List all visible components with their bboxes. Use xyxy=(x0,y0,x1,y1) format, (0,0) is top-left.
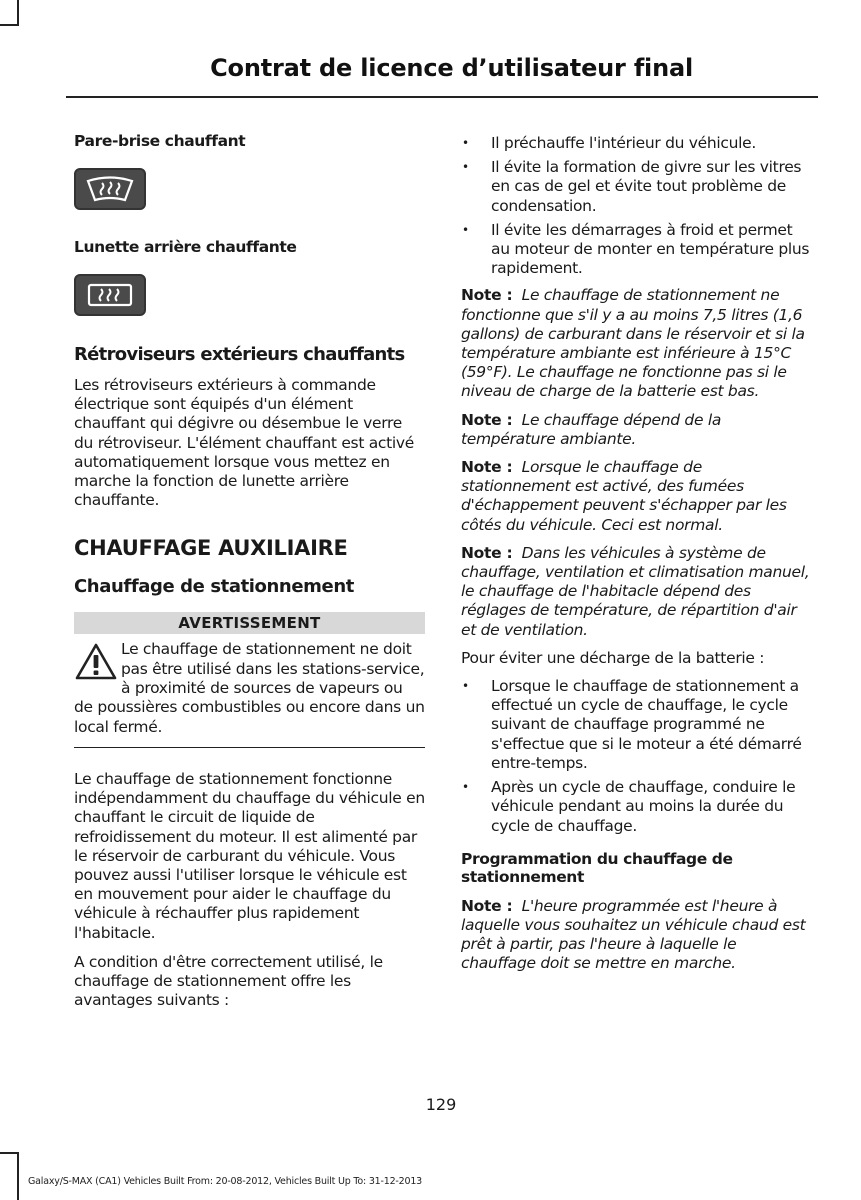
heated-rear-window-icon xyxy=(74,274,146,316)
warning-text: Le chauffage de stationnement ne doit pas être utilisé dans les stations-service, à proximité de sources de vapeurs ou de poussières combustibles ou encore dans un local fermé. xyxy=(74,640,425,736)
crop-mark xyxy=(17,1152,19,1200)
parking-heater-benefits-intro: A condition d'être correctement utilisé, le chauffage de stationnement offre les avantages suivants : xyxy=(74,952,383,1010)
battery-intro: Pour éviter une décharge de la batterie : xyxy=(461,648,765,667)
page-title: Contrat de licence d’utilisateur final xyxy=(210,54,693,82)
crop-mark xyxy=(0,1152,19,1154)
note xyxy=(461,411,815,449)
left-column xyxy=(74,130,425,1010)
note xyxy=(461,897,815,974)
note-text: L'heure programmée est l'heure à laquelle vous souhaitez un véhicule chaud est prêt à partir, pas l'heure à laquelle le chauffage doit se mettre en marche. xyxy=(461,896,806,973)
crop-mark xyxy=(0,24,19,26)
note-label: Note : xyxy=(461,286,513,305)
note-text: Dans les véhicules à système de chauffage, ventilation et climatisation manuel, le chauffage de l'habitacle dépend des réglages de température, de répartition d'air et de ventilation. xyxy=(461,543,810,639)
note-label: Note : xyxy=(461,458,513,477)
note-text: Lorsque le chauffage de stationnement est activé, des fumées d'échappement peuvent s'échapper par les côtés du véhicule. Ceci est normal. xyxy=(461,458,787,534)
warning-block xyxy=(74,640,425,736)
footer-text: Galaxy/S-MAX (CA1) Vehicles Built From: 20-08-2012, Vehicles Built Up To: 31-12-2013 xyxy=(28,1176,423,1187)
warning-header: AVERTISSEMENT xyxy=(74,612,425,634)
list-item: • Lorsque le chauffage de stationnement a effectué un cycle de chauffage, le cycle suivant de chauffage programmé ne s'effectue que si le moteur a été démarré entre-temps. xyxy=(461,677,815,773)
heated-windscreen-icon xyxy=(74,168,146,210)
list-item: • Après un cycle de chauffage, conduire le véhicule pendant au moins la durée du cycle de chauffage. xyxy=(461,778,815,836)
note-label: Note : xyxy=(461,896,513,915)
list-item: • Il évite la formation de givre sur les vitres en cas de gel et évite tout problème de condensation. xyxy=(461,158,815,216)
note xyxy=(461,286,815,401)
aux-heating-title: CHAUFFAGE AUXILIAIRE xyxy=(74,536,348,561)
heated-windscreen-title: Pare-brise chauffant xyxy=(74,132,246,150)
warning-divider xyxy=(74,747,425,748)
right-column xyxy=(461,130,815,974)
benefits-list xyxy=(461,134,815,278)
battery-list xyxy=(461,677,815,836)
parking-heater-description: Le chauffage de stationnement fonctionne indépendamment du chauffage du véhicule en chauffant le circuit de liquide de refroidissement du moteur. Il est alimenté par le réservoir de carburant du véhicule. Vous pouvez aussi l'utiliser lorsque le véhicule est en mouvement pour aider le chauffage du véhicule à réchauffer plus rapidement l'habitacle. xyxy=(74,769,425,942)
list-item: • Il évite les démarrages à froid et permet au moteur de monter en température plus rapidement. xyxy=(461,221,815,279)
heated-rear-window-title: Lunette arrière chauffante xyxy=(74,238,297,256)
mirrors-title: Rétroviseurs extérieurs chauffants xyxy=(74,344,405,365)
crop-mark xyxy=(17,0,19,26)
note-text: Le chauffage de stationnement ne fonctionne que s'il y a au moins 7,5 litres (1,6 gallons) de carburant dans le réservoir et si la température ambiante est inférieure à 15°C (59°F). Le chauffage ne fonctionne pas si le niveau de charge de la batterie est bas. xyxy=(461,286,805,401)
page-number: 129 xyxy=(425,1095,457,1114)
note xyxy=(461,458,815,535)
header-rule xyxy=(66,96,818,98)
note xyxy=(461,544,815,640)
note-label: Note : xyxy=(461,410,513,429)
note-text: Le chauffage dépend de la température ambiante. xyxy=(461,410,722,448)
list-item: • Il préchauffe l'intérieur du véhicule. xyxy=(461,134,815,153)
mirrors-text: Les rétroviseurs extérieurs à commande électrique sont équipés d'un élément chauffant qui dégivre ou désembue le verre du rétroviseur. L'élément chauffant est activé automatiquement lorsque vous mettez en marche la fonction de lunette arrière chauffante. xyxy=(74,376,415,510)
programming-title: Programmation du chauffage de stationnement xyxy=(461,849,733,886)
parking-heater-title: Chauffage de stationnement xyxy=(74,576,354,598)
note-label: Note : xyxy=(461,543,513,562)
warning-triangle-icon xyxy=(74,642,118,682)
